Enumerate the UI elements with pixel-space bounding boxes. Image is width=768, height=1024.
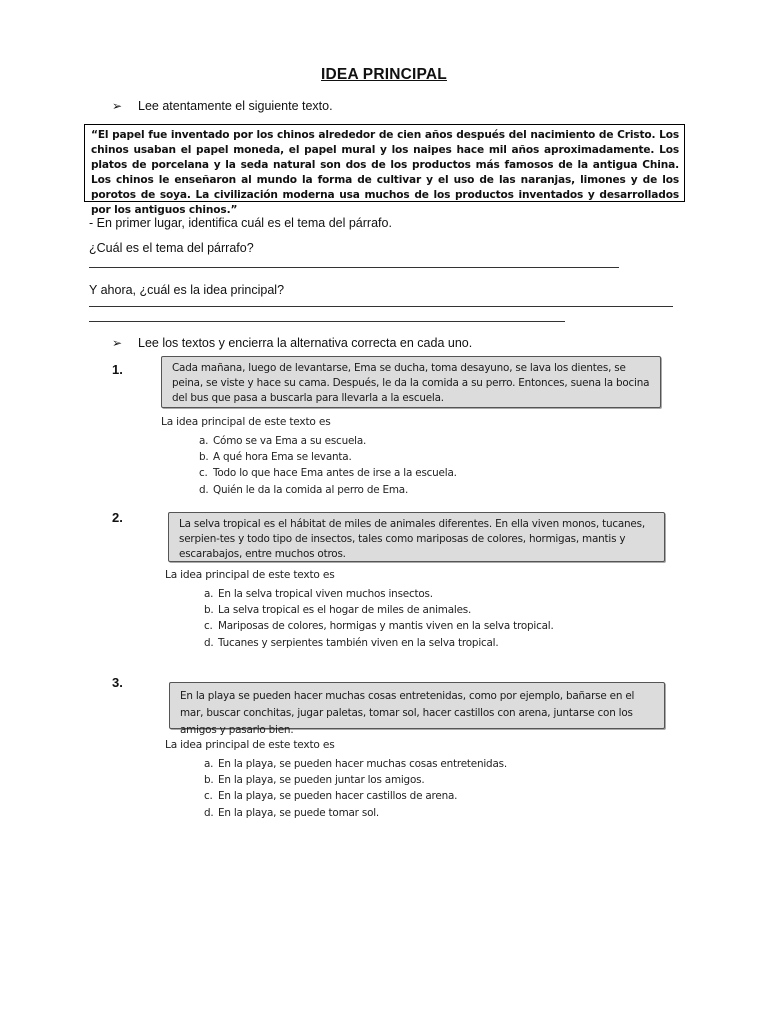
- quote-box: “El papel fue inventado por los chinos alrededor de cien años después del nacimiento de Cristo. Los chinos usaban el papel moneda, el papel mural y los naipes hace mil años aproximadamente. Los platos de porcelana y la seda natural son dos de los productos más famosos de la antigua China. Los chinos le enseñaron al mundo la forma de cultivar y el uso de las naranjas, limones y de los porotos de soya. La civilización moderna usa muchos de los productos inventados y desarrollados por los antiguos chinos.”: [84, 124, 685, 202]
- exercise-text-box: Cada mañana, luego de levantarse, Ema se ducha, toma desayuno, se lava los dientes, se peina, se viste y hace su cama. Después, le da la comida a su perro. Entonces, suena la bocina del bus que pasa a buscarla para llevarla a la escuela.: [161, 356, 661, 408]
- exercise-number: 1.: [112, 362, 123, 377]
- question-main-idea: Y ahora, ¿cuál es la idea principal?: [89, 283, 285, 297]
- page-title: IDEA PRINCIPAL: [321, 66, 447, 83]
- instruction-read-texts: [112, 336, 472, 350]
- question-theme: ¿Cuál es el tema del párrafo?: [89, 241, 254, 255]
- arrow-bullet-icon: ➢: [112, 99, 123, 113]
- exercise-options: [204, 586, 554, 651]
- option-b[interactable]: b. La selva tropical es el hogar de miles de animales.: [204, 604, 472, 617]
- option-a[interactable]: a. En la selva tropical viven muchos insectos.: [204, 588, 433, 600]
- arrow-bullet-icon: ➢: [112, 336, 123, 350]
- option-a[interactable]: a. En la playa, se pueden hacer muchas cosas entretenidas.: [204, 758, 507, 770]
- option-c[interactable]: c. Todo lo que hace Ema antes de irse a la escuela.: [199, 467, 457, 480]
- option-b[interactable]: b. En la playa, se pueden juntar los amigos.: [204, 774, 425, 787]
- exercise-question: La idea principal de este texto es: [165, 739, 335, 751]
- option-d[interactable]: d. Quién le da la comida al perro de Ema.: [199, 483, 409, 496]
- instruction-read-texts-label: Lee los textos y encierra la alternativa correcta en cada uno.: [138, 336, 473, 350]
- exercise-options: [204, 756, 507, 821]
- option-c[interactable]: c. Mariposas de colores, hormigas y mantis viven en la selva tropical.: [204, 620, 554, 633]
- answer-line-main-idea-1[interactable]: [89, 306, 673, 307]
- option-c[interactable]: c. En la playa, se pueden hacer castillos de arena.: [204, 790, 458, 803]
- answer-line-theme[interactable]: [89, 267, 619, 268]
- exercise-number: 2.: [112, 510, 123, 525]
- answer-line-main-idea-2[interactable]: [89, 321, 565, 322]
- instruction-read-text-label: Lee atentamente el siguiente texto.: [138, 99, 333, 113]
- option-d[interactable]: d. Tucanes y serpientes también viven en la selva tropical.: [204, 636, 499, 649]
- option-b[interactable]: b. A qué hora Ema se levanta.: [199, 451, 352, 464]
- exercise-text-box: La selva tropical es el hábitat de miles de animales diferentes. En ella viven monos, tucanes, serpien-tes y todo tipo de insectos, tales como mariposas de colores, hormigas, mantis y escarabajos, entre muchos otros.: [168, 512, 665, 562]
- instruction-read-text: [112, 99, 333, 113]
- exercise-number: 3.: [112, 675, 123, 690]
- exercise-text-box: En la playa se pueden hacer muchas cosas entretenidas, como por ejemplo, bañarse en el mar, buscar conchitas, jugar paletas, tomar sol, hacer castillos con arena, juntarse con los amigos y pasarlo bien.: [169, 682, 665, 729]
- step-identify-theme: - En primer lugar, identifica cuál es el tema del párrafo.: [89, 216, 392, 230]
- exercise-question: La idea principal de este texto es: [161, 416, 331, 428]
- option-a[interactable]: a. Cómo se va Ema a su escuela.: [199, 435, 367, 447]
- exercise-question: La idea principal de este texto es: [165, 569, 335, 581]
- option-d[interactable]: d. En la playa, se puede tomar sol.: [204, 806, 380, 819]
- exercise-options: [199, 433, 457, 498]
